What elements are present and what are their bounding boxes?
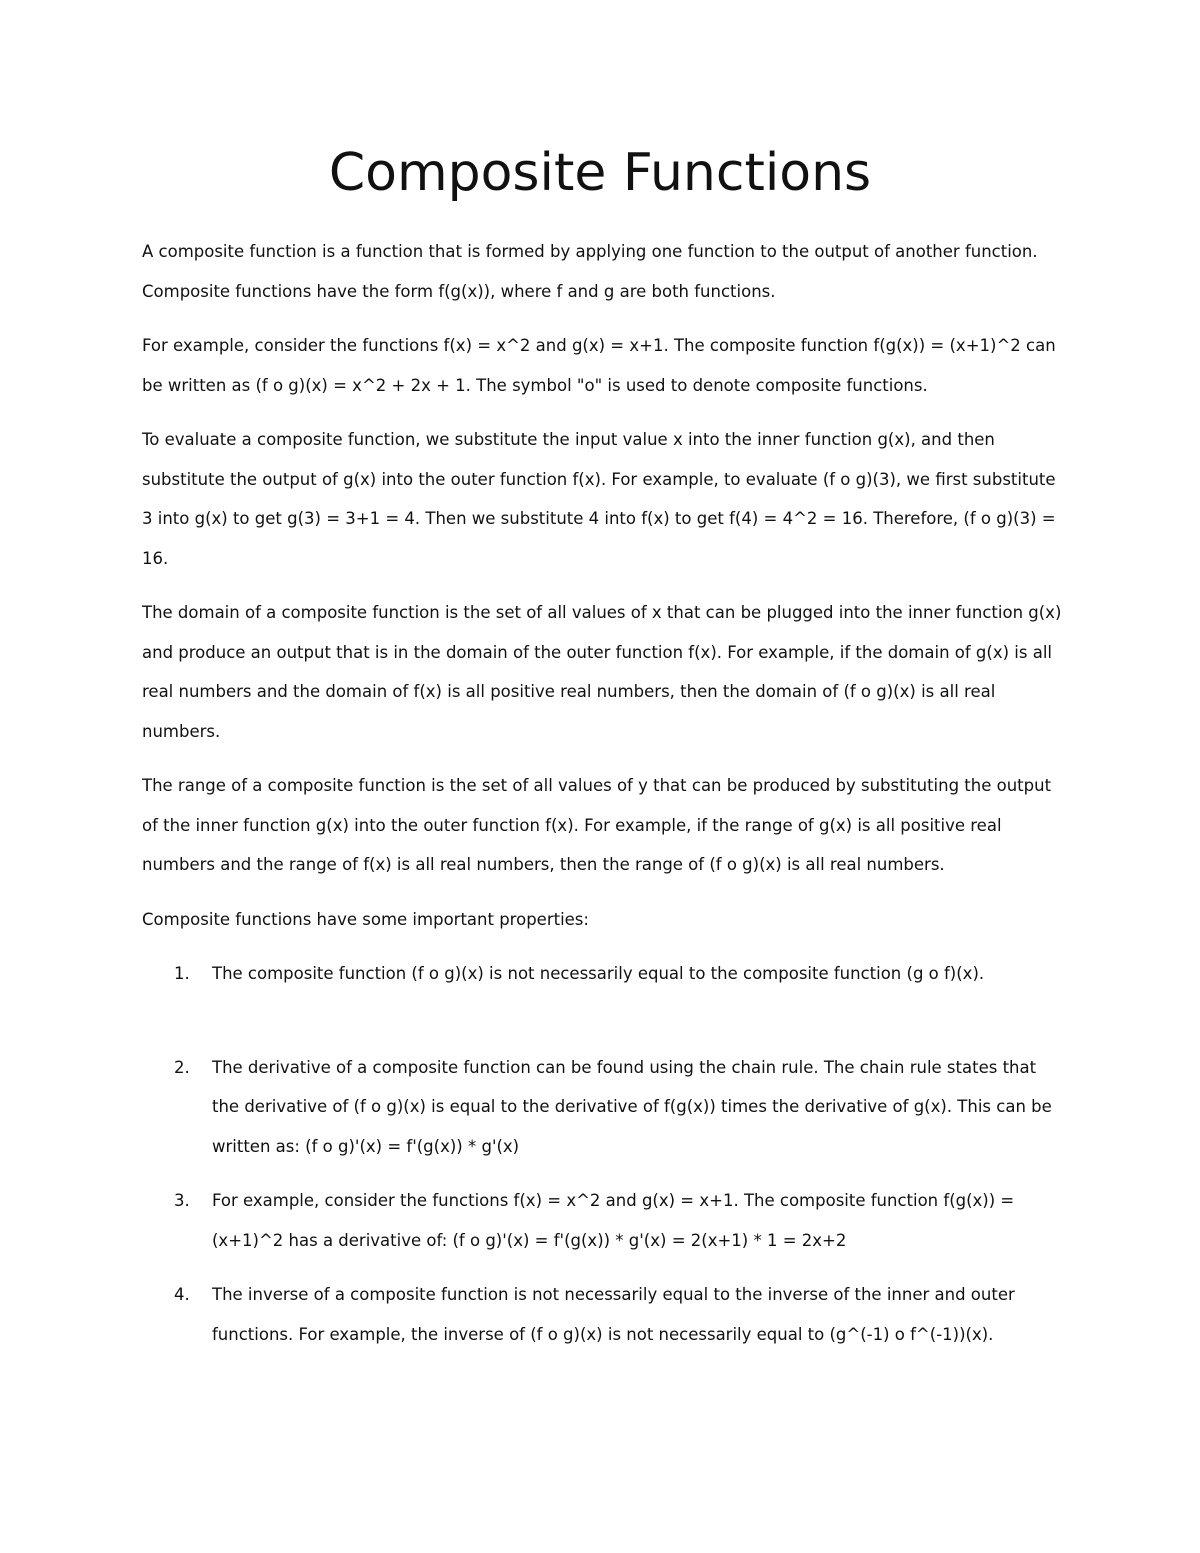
list-item-text: For example, consider the functions f(x) = x^2 and g(x) = x+1. The composite function f(g(x)) = (x+1)^2 has a derivative of: (f o g)'(x) = f'(g(x)) * g'(x) = 2(x+1) * 1 = 2x+2: [212, 1191, 1015, 1250]
list-item-text: The derivative of a composite function can be found using the chain rule. The chain rule states that the derivative of (f o g)(x) is equal to the derivative of f(g(x)) times the derivative of g(x). This can be written as: (f o g)'(x) = f'(g(x)) * g'(x): [212, 1057, 1052, 1156]
list-item-number: 1.: [174, 964, 190, 983]
page-title: Composite Functions: [328, 143, 872, 203]
list-item-text: The composite function (f o g)(x) is not necessarily equal to the composite function (g o f)(x).: [212, 964, 985, 983]
list-item: [142, 1181, 1062, 1260]
list-item-number: 3.: [174, 1191, 190, 1210]
paragraph-domain: The domain of a composite function is the set of all values of x that can be plugged into the inner function g(x) and produce an output that is in the domain of the outer function f(x). For example, if the domain of g(x) is all real numbers and the domain of f(x) is all positive real numbers, then the domain of (f o g)(x) is all real numbers.: [142, 603, 1062, 741]
paragraph-example: For example, consider the functions f(x) = x^2 and g(x) = x+1. The composite function f(g(x)) = (x+1)^2 can be written as (f o g)(x) = x^2 + 2x + 1. The symbol "o" is used to denote composite functions.: [142, 336, 1056, 395]
list-item-number: 2.: [174, 1057, 190, 1077]
paragraph-definition: A composite function is a function that is formed by applying one function to the output of another function. Composite functions have the form f(g(x)), where f and g are both functions.: [142, 242, 1038, 301]
list-item: [142, 954, 1062, 994]
list-item: [142, 1275, 1062, 1354]
paragraph-evaluate: To evaluate a composite function, we substitute the input value x into the inner function g(x), and then substitute the output of g(x) into the outer function f(x). For example, to evaluate (f o g)(3), we first substitute 3 into g(x) to get g(3) = 3+1 = 4. Then we substitute 4 into f(x) to get f(4) = 4^2 = 16. Therefore, (f o g)(3) = 16.: [142, 430, 1056, 568]
paragraph-properties-intro: Composite functions have some important properties:: [142, 909, 589, 929]
list-item-text: The inverse of a composite function is not necessarily equal to the inverse of the inner and outer functions. For example, the inverse of (f o g)(x) is not necessarily equal to (g^(-1) o f^(-1))(x).: [212, 1285, 1015, 1344]
list-item: [142, 1048, 1062, 1167]
paragraph-range: The range of a composite function is the set of all values of y that can be produced by substituting the output of the inner function g(x) into the outer function f(x). For example, if the range of g(x) is all positive real numbers and the range of f(x) is all real numbers, then the range of (f o g)(x) is all real numbers.: [142, 776, 1052, 874]
properties-list: [142, 954, 1062, 1354]
list-item-number: 4.: [174, 1285, 190, 1304]
document-body: [142, 232, 1062, 1354]
